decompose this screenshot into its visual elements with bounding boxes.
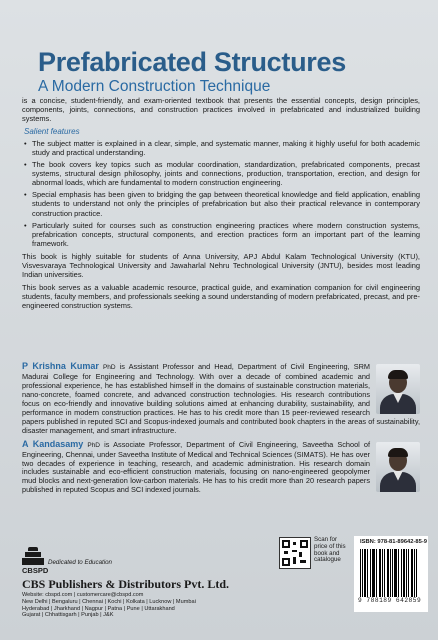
author-name: A Kandasamy (22, 438, 84, 449)
author-photo (376, 364, 420, 414)
book-title: Prefabricated Structures (38, 47, 346, 77)
publisher-website: Website: cbspd.com | customercare@cbspd.com (22, 592, 144, 598)
salient-features-heading: Salient features (24, 127, 80, 137)
book-subtitle: A Modern Construction Technique (38, 78, 271, 95)
publisher-offices: New Delhi | Bengaluru | Chennai | Kochi | Kolkata | Lucknow | Mumbai (22, 598, 196, 605)
author-2 (22, 440, 420, 500)
publisher-short-name: CBSPD (22, 566, 49, 575)
universities-paragraph: This book is highly suitable for students of Anna University, APJ Abdul Kalam Technological University (KTU), Visvesvaraya Technological University and Jawaharlal Nehru Technological University (JNTU), besides most leading Indian universities. (22, 251, 420, 279)
qr-caption: Scan for price of this book and catalogue (314, 536, 346, 564)
authors-section (22, 362, 420, 499)
intro-paragraph: is a concise, student-friendly, and exam-oriented textbook that presents the essential concepts, design principles, components, joints, connections, and construction practices involved in prefabricated and industrialized building systems. (22, 96, 420, 124)
qr-code-icon[interactable] (279, 537, 311, 569)
barcode-digits: 9 788189 642859 (358, 597, 422, 604)
publisher-logo (22, 547, 262, 565)
author-bio: is Assistant Professor and Head, Department of Civil Engineering, SRM Madurai College for Engineering and Technology. With over a decade of combined academic and professional experience, he has established himself in the domains of sustainable construction materials, nano-concrete, foamed concrete, and advanced construction technologies. His research contributions focus on eco-friendly and innovative building solutions aimed at enhancing durability, sustainability, and performance in modern construction practices. He has to his credit more than 15 peer-reviewed research papers published in reputed SCI and Scopus-indexed journals and contributed book chapters in the areas of sustainability, disaster management, and smart infrastructure. (22, 362, 420, 435)
author-degree: PhD (87, 441, 101, 449)
publisher-logo-icon (22, 547, 44, 565)
feature-item: • Particularly suited for courses such as construction engineering practices where modern construction systems, prefabrication concepts, structural components, and erection practices form an important part of the learning framework. (22, 221, 420, 248)
publisher-offices: Hyderabad | Jharkhand | Nagpur | Patna | Pune | Uttarakhand (22, 605, 175, 612)
publisher-name: CBS Publishers & Distributors Pvt. Ltd. (22, 577, 230, 591)
feature-item: • The subject matter is explained in a clear, simple, and systematic manner, making it highly useful for both academic study and practical understanding. (22, 139, 420, 157)
publisher-block (22, 547, 262, 619)
author-name: P Krishna Kumar (22, 361, 99, 371)
blurb (22, 96, 420, 314)
author-photo (376, 442, 420, 492)
audience-paragraph: This book serves as a valuable academic resource, practical guide, and examination companion for civil engineering students, faculty members, and professionals seeking a sound understanding of modern prefabricated, precast, and pre-engineered construction systems. (22, 282, 420, 310)
isbn-label: ISBN: 978-81-89642-85-9 (360, 539, 428, 545)
publisher-tagline: Dedicated to Education (48, 559, 112, 566)
author-degree: PhD (102, 364, 116, 371)
feature-item: • The book covers key topics such as modular coordination, standardization, prefabricated components, precast systems, structural design philosophy, joints and connections, production, transportation, erection, and design for abnormal loads, which are fundamental to modern construction engineering. (22, 160, 420, 187)
feature-item: • Special emphasis has been given to bridging the gap between theoretical knowledge and field application, enabling students to understand not only the principles of prefabrication but also their practical relevance in contemporary construction practice. (22, 190, 420, 217)
features-list (22, 139, 420, 248)
author-bio: is Associate Professor, Department of Civil Engineering, Saveetha School of Engineering, Chennai, under Saveetha Institute of Medical and Technical Sciences (SIMATS). He has over two decades of experience in teaching, research, and academic administration. His research domain includes sustainable and eco-efficient construction materials, focusing on nano-engineered geopolymer mud blocks and next-generation low-carbon materials. He has to his credit more than 20 research papers published in reputed Scopus and SCI indexed journals. (22, 439, 370, 495)
author-1 (22, 362, 420, 440)
barcode-box (354, 536, 428, 612)
publisher-offices: Gujarat | Chhattisgarh | Punjab | J&K (22, 612, 114, 619)
barcode-icon (360, 549, 422, 597)
